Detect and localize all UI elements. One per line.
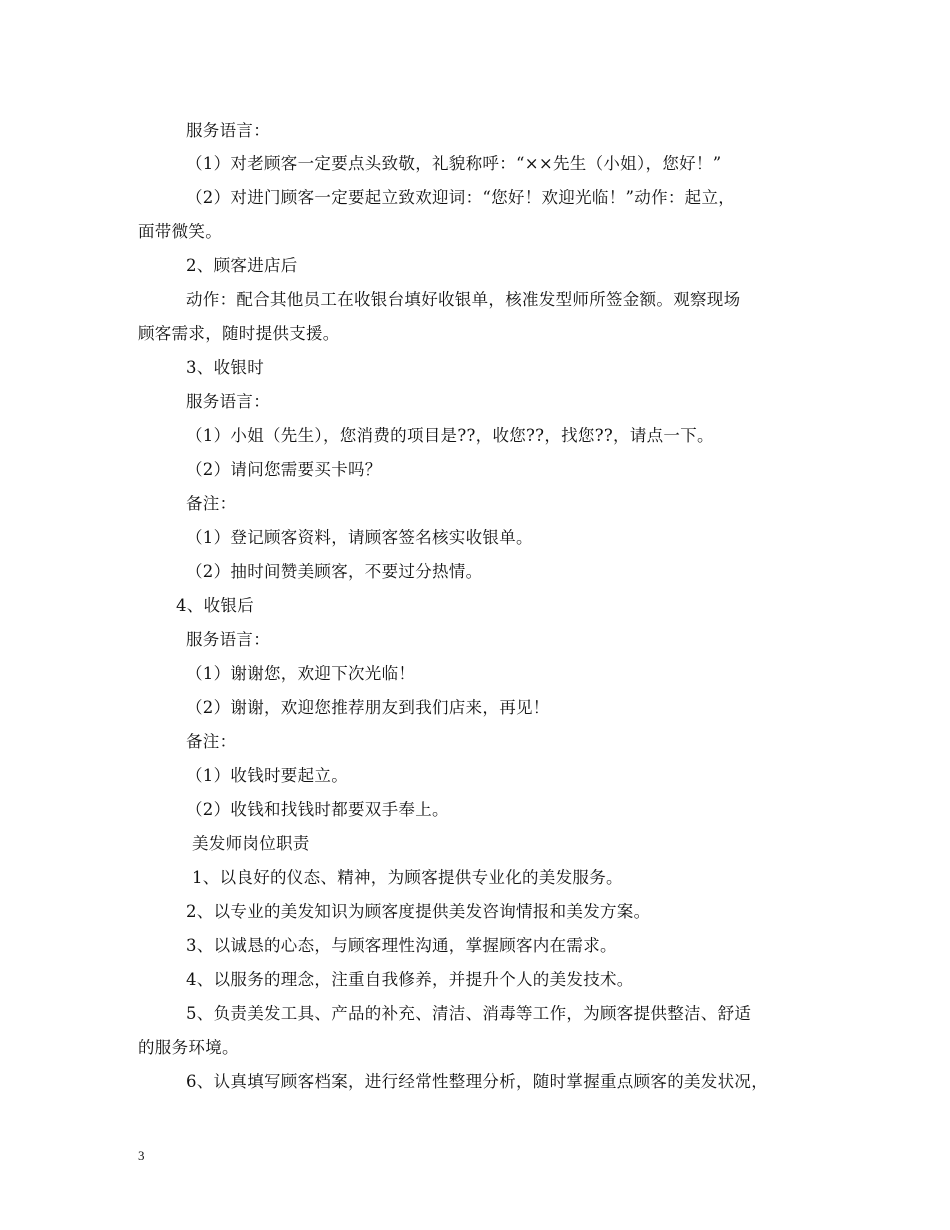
text-line: 1、以良好的仪态、精神，为顾客提供专业化的美发服务。 [192,868,623,887]
text-line: 5、负责美发工具、产品的补充、清洁、消毒等工作，为顾客提供整洁、舒适 [186,1004,752,1023]
text-line: （2）收钱和找钱时都要双手奉上。 [186,800,449,819]
text-line: （1）登记顾客资料，请顾客签名核实收银单。 [186,528,533,547]
text-line: 6、认真填写顾客档案，进行经常性整理分析，随时掌握重点顾客的美发状况， [186,1072,768,1091]
text-line: 的服务环境。 [138,1038,239,1057]
text-line: 顾客需求，随时提供支援。 [138,324,340,343]
text-line: 2、以专业的美发知识为顾客度提供美发咨询情报和美发方案。 [186,902,651,921]
text-line: （2）抽时间赞美顾客，不要过分热情。 [186,562,483,581]
text-line: （2）谢谢，欢迎您推荐朋友到我们店来，再见！ [186,698,550,717]
page-number: 3 [138,1148,145,1163]
text-line: 4、以服务的理念，注重自我修养，并提升个人的美发技术。 [186,970,634,989]
text-line: 备注： [186,494,237,513]
text-line: 4、收银后 [176,596,254,615]
text-line: 3、收银时 [186,358,264,377]
text-line: 动作：配合其他员工在收银台填好收银单，核准发型师所签金额。观察现场 [186,290,741,309]
text-line: （1）谢谢您，欢迎下次光临！ [186,664,416,683]
text-line: 服务语言： [186,121,270,140]
text-line: （2）对进门顾客一定要起立致欢迎词：“您好！欢迎光临！”动作：起立， [186,188,736,207]
text-line: 面带微笑。 [138,222,222,241]
text-line: 2、顾客进店后 [186,256,298,275]
section-heading: 美发师岗位职责 [192,834,310,853]
text-line: 备注： [186,732,237,751]
text-line: （1）对老顾客一定要点头致敬，礼貌称呼：“××先生（小姐），您好！” [186,154,722,173]
text-line: 服务语言： [186,392,270,411]
text-line: 3、以诚恳的心态，与顾客理性沟通，掌握顾客内在需求。 [186,936,617,955]
text-line: （1）收钱时要起立。 [186,766,348,785]
text-line: 服务语言： [186,630,270,649]
text-line: （2）请问您需要买卡吗？ [186,460,382,479]
text-line: （1）小姐（先生），您消费的项目是??，收您??，找您??，请点一下。 [186,426,714,445]
